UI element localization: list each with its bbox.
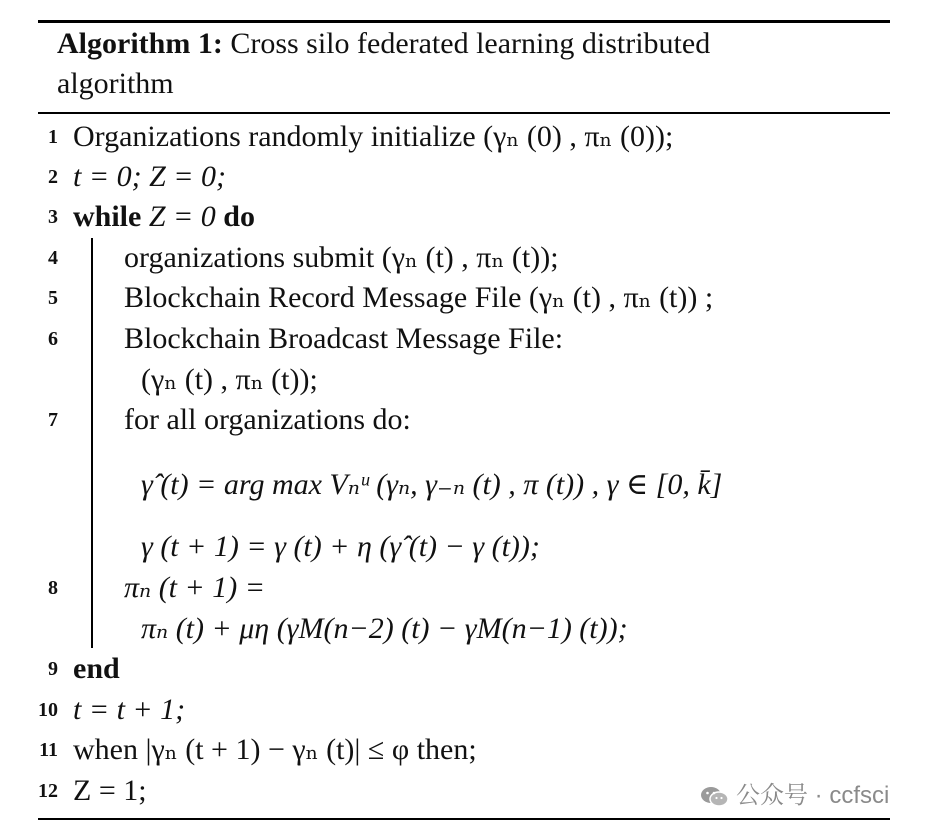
top-rule: [38, 20, 890, 23]
line-text: πₙ (t + 1) =: [124, 571, 265, 604]
line-text: Blockchain Broadcast Message File:: [124, 322, 564, 355]
line-number: 12: [38, 780, 58, 802]
line-text: when |γₙ (t + 1) − γₙ (t)| ≤ φ then;: [73, 733, 477, 766]
line-number: 5: [48, 287, 58, 309]
line-number: 6: [48, 328, 58, 350]
keyword-do: do: [223, 200, 255, 233]
line-text: organizations submit (γₙ (t) , πₙ (t));: [124, 241, 559, 274]
keyword-while: while: [73, 200, 142, 233]
line-text: Z = 1;: [73, 774, 147, 807]
loop-indent-bar: [91, 238, 93, 648]
line-number: 2: [48, 166, 58, 188]
line-text: t = 0; Z = 0;: [73, 160, 226, 193]
bottom-rule: [38, 818, 890, 820]
line-number: 1: [48, 126, 58, 148]
line-number: 7: [48, 409, 58, 431]
line-text: Z = 0: [141, 200, 224, 233]
wechat-icon: [700, 785, 730, 809]
equation-update: γ (t + 1) = γ (t) + η (γ̂ (t) − γ (t));: [141, 530, 540, 563]
line-number: 8: [48, 577, 58, 599]
equation-argmax: γ̂ (t) = arg max Vₙᵘ (γₙ, γ₋ₙ (t) , π (t)) , γ ∈ [0, k̄]: [141, 468, 723, 501]
keyword-end: end: [73, 652, 120, 685]
watermark-text: 公众号 · ccfsci: [736, 782, 890, 809]
line-number: 3: [48, 206, 58, 228]
line-text: t = t + 1;: [73, 693, 186, 726]
algorithm-label: Algorithm 1:: [57, 27, 223, 60]
line-number: 4: [48, 247, 58, 269]
watermark: [700, 778, 889, 814]
algorithm-title-text: Cross silo federated learning distributed: [222, 27, 711, 60]
title-rule: [38, 112, 890, 114]
line-number: 9: [48, 658, 58, 680]
algorithm-title: [57, 24, 877, 104]
line-text: πₙ (t) + μη (γM(n−2) (t) − γM(n−1) (t));: [141, 612, 628, 645]
algorithm-title-continued: algorithm: [57, 67, 174, 100]
line-number: 10: [38, 699, 58, 721]
line-text: Blockchain Record Message File (γₙ (t) , πₙ (t)) ;: [124, 281, 714, 314]
line-number: 11: [39, 739, 58, 761]
line-text: (γₙ (t) , πₙ (t));: [141, 363, 318, 396]
line-text: for all organizations do:: [124, 403, 411, 436]
line-text: Organizations randomly initialize (γₙ (0) , πₙ (0));: [73, 120, 674, 153]
